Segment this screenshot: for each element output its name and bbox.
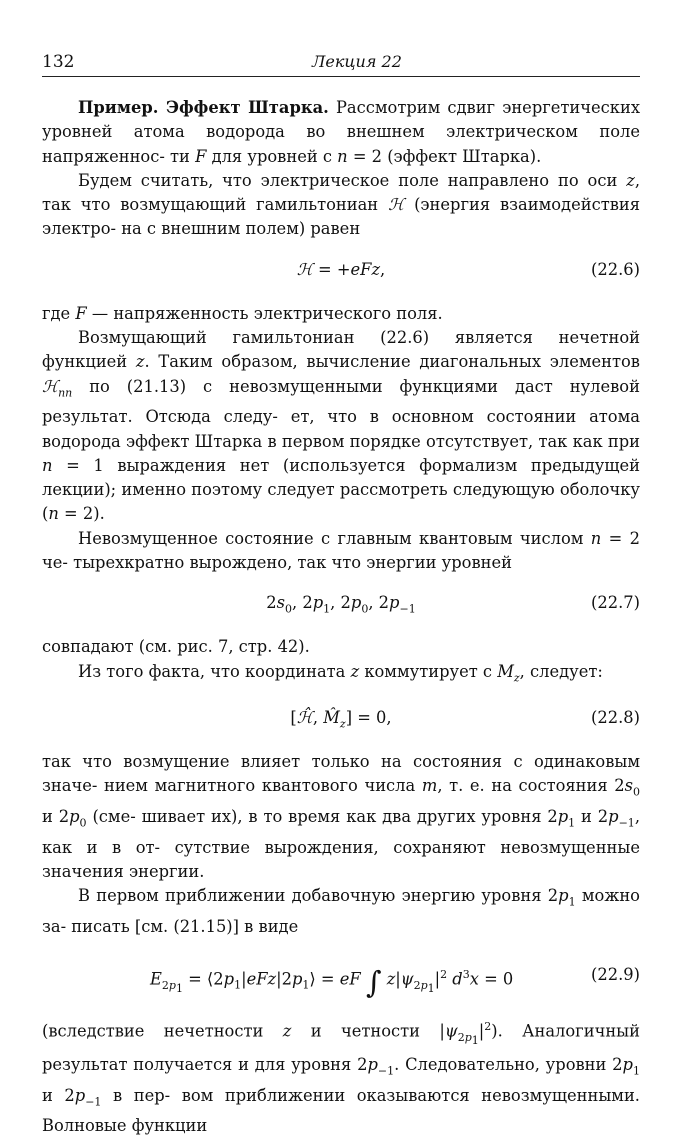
section-heading: Пример. Эффект Штарка. — [78, 98, 329, 117]
paragraph-commutes: Из того факта, что координата z коммутирует с $M_z$, следует: — [78, 661, 603, 684]
running-title: Лекция 22 — [312, 52, 402, 71]
paragraph-where: где F — напряженность электрического поля. — [42, 303, 443, 323]
paragraph-perturbation: так что возмущение влияет только на состояния с одинаковым значе- нием магнитного квантового числа m, т. е. на состояния $2s_0$ и $2p_0$ (сме- шивает их), в то время как два других уровня $2p_1$ и $2p_{-1}$, как и в от- сутствие вырождения, сохраняют невозмущенные значения энергии. — [42, 752, 640, 881]
paragraph-odd-function: Возмущающий гамильтониан (22.6) является нечетной функцией z. Таким образом, вычисление диагональных элементов ℋ$_{nn}$ по (21.13) с невозмущенными функциями даст нулевой результат. Отсюда следу- ет, что в основном состоянии атома водорода эффект Штарка в первом порядке отсутствует, так как при n = 1 выраждения нет (используется формализм предыдущей лекции); именно поэтому следует рассмотреть следующую оболочку (n = 2). — [42, 328, 640, 524]
page-number: 132 — [42, 52, 75, 72]
equation-formula: ℋ = +eFz, — [296, 259, 386, 279]
equation-formula: $E_{2p_1}$ = $⟨2p_1|eFz|2p_1⟩$ = eF ∫ $z|\psi_{2p_1}|^2$ $d^3x = 0$ — [150, 965, 514, 1001]
paragraph-coincide: совпадают (см. рис. 7, стр. 42). — [42, 637, 310, 657]
paragraph-first-approx: В первом приближении добавочную энергию уровня $2p_1$ можно за- писать [см. (21.15)] в виде — [42, 886, 640, 936]
paragraph-degeneracy: Невозмущенное состояние с главным квантовым числом n = 2 че- тырехкратно вырождено, так что энергии уровней — [42, 528, 640, 572]
integral-sign: ∫ — [365, 965, 382, 1001]
equation-number: (22.9) — [591, 964, 640, 984]
equation-22-8 — [42, 706, 640, 732]
page-body — [42, 96, 640, 1139]
equation-number: (22.8) — [591, 708, 640, 728]
paragraph-field-direction: Будем считать, что электрическое поле направлено по оси z, так что возмущающий гамильтониан ℋ (энергия взаимодействия электро- на с внешним полем) равен — [42, 170, 640, 239]
page-header — [42, 50, 640, 77]
equation-formula: [ℋ̂, $M̂_z] = 0$, — [290, 708, 392, 731]
paragraph-intro: Пример. Эффект Штарка. Рассмотрим сдвиг энергетических уровней атома водорода во внешнем электрическом поле напряженнос- ти F для уровней с n = 2 (эффект Штарка). — [42, 98, 640, 166]
equation-formula: $2s_0$, $2p_1$, $2p_0$, $2p_{-1}$ — [266, 593, 416, 616]
equation-number: (22.7) — [591, 593, 640, 613]
equation-22-9 — [42, 959, 640, 1001]
paragraph-conclusion: (вследствие нечетности z и четности $|\psi_{2p_1}|^2$). Аналогичный результат получается и для уровня $2p_{-1}$. Следовательно, уровни $2p_1$ и $2p_{-1}$ в пер- вом приближении оказываются невозмущенными. Волновые функции — [42, 1019, 640, 1136]
equation-22-7 — [42, 591, 640, 617]
equation-number: (22.6) — [591, 259, 640, 279]
equation-22-6 — [42, 258, 640, 284]
